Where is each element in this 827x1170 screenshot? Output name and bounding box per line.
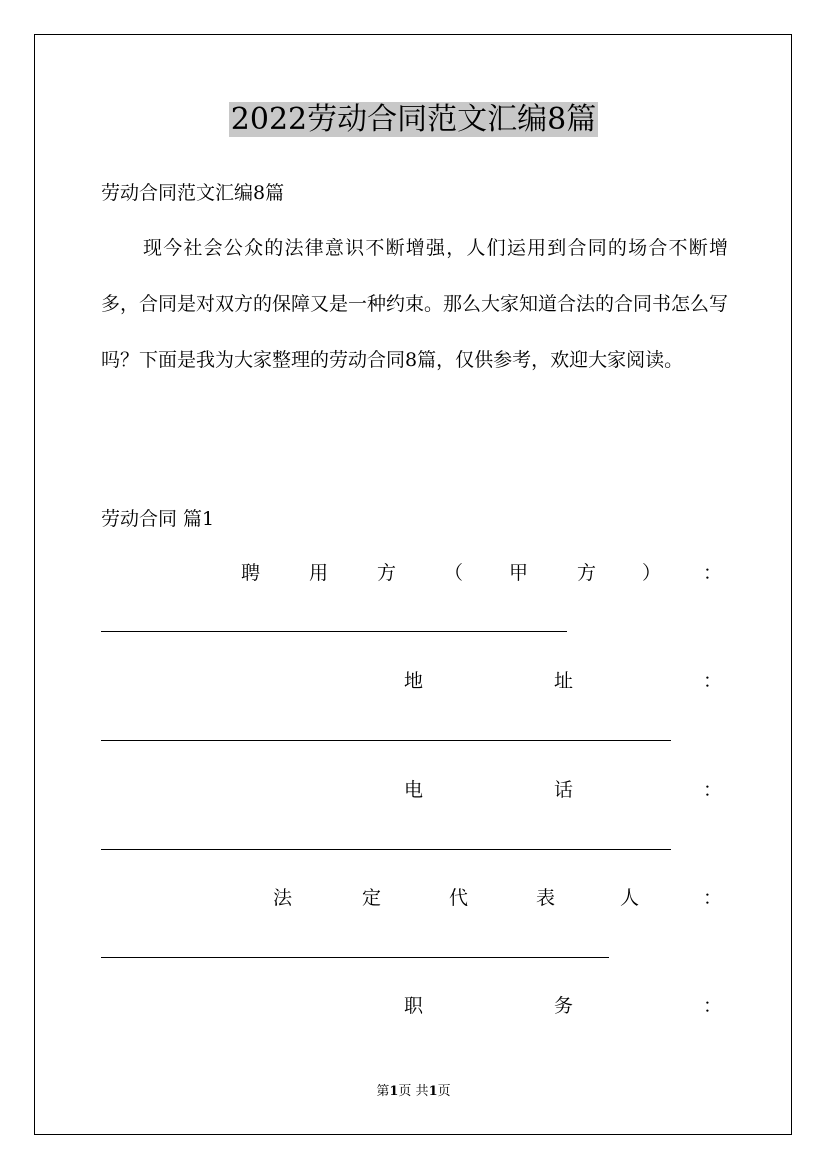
- field-char: ）: [642, 562, 662, 584]
- field-char: 人: [620, 887, 640, 909]
- field-char: 方: [377, 562, 397, 584]
- footer-page-suffix: 页: [437, 1084, 451, 1099]
- field-char: （: [444, 562, 464, 584]
- intro-paragraph: [101, 220, 728, 388]
- subtitle: 劳动合同范文汇编8篇: [101, 182, 285, 204]
- field-char: ：: [703, 670, 723, 692]
- field-char: 甲: [509, 562, 529, 584]
- field-char: 代: [449, 887, 469, 909]
- field-char: 务: [554, 995, 574, 1017]
- fill-line-phone: [101, 849, 671, 850]
- field-char: 聘: [241, 562, 261, 584]
- footer-page-mid: 页 共: [398, 1084, 429, 1099]
- field-char: 用: [309, 562, 329, 584]
- fill-line-legal-rep: [101, 957, 609, 958]
- field-char: 址: [554, 670, 574, 692]
- field-char: 话: [554, 779, 574, 801]
- footer-page-number: 1: [389, 1084, 399, 1099]
- field-char: 职: [404, 995, 424, 1017]
- footer-page-prefix: 第: [376, 1084, 390, 1099]
- field-char: ：: [703, 562, 723, 584]
- section-heading: 劳动合同 篇1: [101, 508, 215, 530]
- footer-total-pages: 1: [428, 1084, 438, 1099]
- field-char: 方: [577, 562, 597, 584]
- fill-line-employer: [101, 631, 567, 632]
- document-title-text: 2022劳动合同范文汇编8篇: [230, 102, 597, 137]
- fill-line-address: [101, 740, 671, 741]
- field-char: ：: [703, 887, 723, 909]
- field-char: 电: [404, 779, 424, 801]
- field-char: 定: [362, 887, 382, 909]
- document-title: [0, 98, 827, 142]
- page-footer: [0, 1083, 827, 1101]
- field-char: ：: [703, 995, 723, 1017]
- field-char: ：: [703, 779, 723, 801]
- field-char: 地: [404, 670, 424, 692]
- field-char: 法: [273, 887, 293, 909]
- field-char: 表: [536, 887, 556, 909]
- intro-text: 现今社会公众的法律意识不断增强，人们运用到合同的场合不断增多，合同是对双方的保障又是一种约束。那么大家知道合法的合同书怎么写吗？下面是我为大家整理的劳动合同8篇，仅供参考，欢迎大家阅读。: [101, 237, 729, 371]
